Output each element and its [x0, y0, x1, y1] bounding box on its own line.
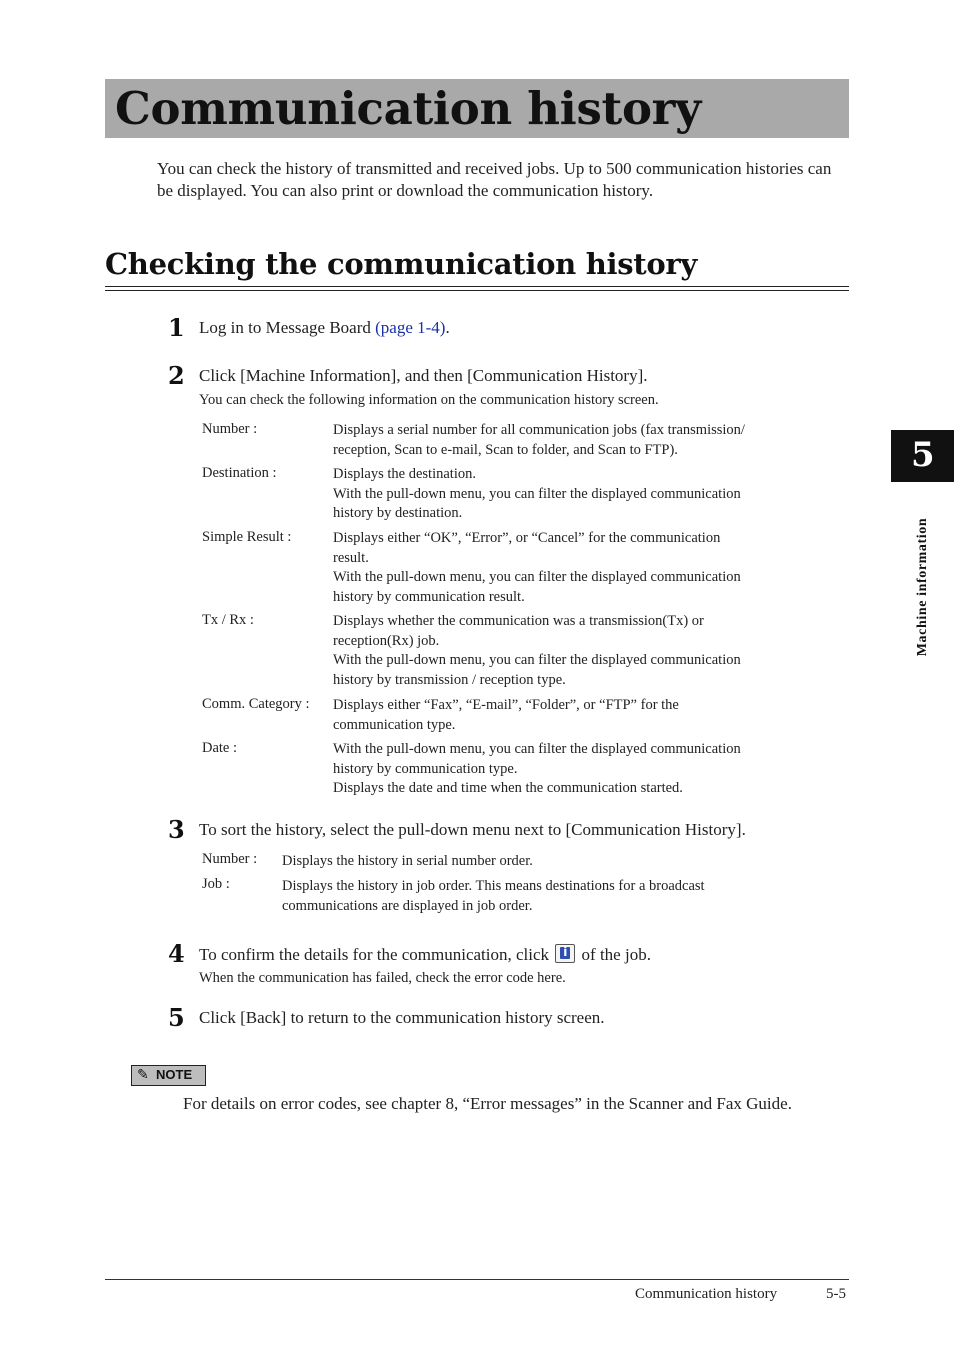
step-4-subtext: When the communication has failed, check the error code here. — [199, 970, 566, 986]
desc-tx-rx — [333, 612, 741, 690]
pencil-icon: ✎ — [137, 1066, 149, 1082]
desc-line: With the pull-down menu, you can filter the displayed communication — [333, 485, 741, 502]
desc-line: Displays either “OK”, “Error”, or “Cancel” for the communication — [333, 530, 721, 546]
term-comm-category: Comm. Category : — [202, 696, 310, 712]
desc-date — [333, 740, 741, 799]
page-title: Communication history — [115, 82, 701, 135]
step-1-text — [199, 318, 450, 338]
heading-rule-bottom — [105, 290, 849, 291]
desc-line: result. — [333, 549, 369, 566]
note-label: NOTE — [156, 1067, 193, 1082]
desc-line: history by communication result. — [333, 588, 525, 605]
page-link[interactable]: (page 1-4) — [375, 318, 446, 337]
footer-page-number: 5-5 — [826, 1286, 846, 1302]
chapter-tab — [891, 430, 954, 482]
step-4-text-after: of the job. — [577, 945, 651, 964]
desc-sort-job — [282, 876, 705, 916]
section-heading: Checking the communication history — [105, 247, 697, 281]
step-3-text: To sort the history, select the pull-down menu next to [Communication History]. — [199, 820, 746, 839]
term-date: Date : — [202, 740, 238, 756]
intro-paragraph: You can check the history of transmitted and received jobs. Up to 500 communication histories can be displayed. You can also print or download the communication history. — [157, 159, 832, 200]
step-number-1: 1 — [168, 313, 185, 342]
desc-line: Displays the history in serial number order. — [282, 853, 533, 869]
step-number-4: 4 — [168, 939, 185, 968]
step-number-5: 5 — [168, 1003, 185, 1032]
desc-destination — [333, 465, 741, 524]
desc-comm-category — [333, 696, 679, 735]
desc-number — [333, 421, 745, 460]
chapter-number: 5 — [911, 435, 935, 475]
footer-title: Communication history — [635, 1286, 778, 1302]
desc-line: reception, Scan to e-mail, Scan to folder, and Scan to FTP). — [333, 441, 678, 458]
chapter-label: Machine information — [915, 517, 930, 657]
desc-line: history by destination. — [333, 505, 463, 521]
desc-line: communication type. — [333, 716, 456, 733]
desc-line: Displays the date and time when the communication started. — [333, 780, 683, 796]
desc-line: communications are displayed in job order. — [282, 898, 533, 914]
step-4-text-before: To confirm the details for the communication, click — [199, 945, 554, 964]
term-simple-result: Simple Result : — [202, 529, 292, 545]
heading-rule-top — [105, 286, 849, 287]
step-2-text: Click [Machine Information], and then [Communication History]. — [199, 366, 648, 385]
term-sort-number: Number : — [202, 851, 258, 867]
desc-line: Displays a serial number for all communication jobs (fax transmission/ — [333, 422, 745, 438]
desc-line: Displays either “Fax”, “E-mail”, “Folder”, or “FTP” for the — [333, 697, 679, 713]
desc-line: With the pull-down menu, you can filter the displayed communication — [333, 652, 741, 668]
desc-line: Displays the history in job order. This means destinations for a broadcast — [282, 878, 705, 894]
step-1-period: . — [445, 318, 450, 337]
desc-line: With the pull-down menu, you can filter the displayed communication — [333, 569, 741, 585]
step-1-label: Log in to Message Board — [199, 318, 376, 337]
desc-line: Displays the destination. — [333, 466, 476, 482]
desc-sort-number — [282, 851, 533, 871]
term-tx-rx: Tx / Rx : — [202, 612, 254, 628]
desc-line: Displays whether the communication was a transmission(Tx) or — [333, 613, 704, 629]
info-button-icon — [555, 944, 575, 963]
step-4-text — [199, 944, 651, 965]
footer-rule — [105, 1279, 849, 1280]
term-sort-job: Job : — [202, 876, 230, 892]
term-number: Number : — [202, 421, 258, 437]
desc-line: With the pull-down menu, you can filter the displayed communication — [333, 741, 741, 757]
note-badge — [131, 1065, 206, 1086]
desc-line: reception(Rx) job. — [333, 632, 440, 649]
desc-line: history by transmission / reception type. — [333, 671, 566, 688]
term-destination: Destination : — [202, 465, 277, 481]
step-5-text: Click [Back] to return to the communication history screen. — [199, 1008, 605, 1027]
title-bar — [105, 79, 849, 138]
note-text: For details on error codes, see chapter 8, “Error messages” in the Scanner and Fax Guide. — [183, 1094, 792, 1113]
desc-line: history by communication type. — [333, 760, 518, 777]
step-2-subtext: You can check the following information on the communication history screen. — [199, 392, 659, 408]
step-number-3: 3 — [168, 815, 185, 844]
section-heading-block — [105, 247, 849, 281]
step-number-2: 2 — [168, 361, 185, 390]
desc-simple-result — [333, 529, 741, 607]
